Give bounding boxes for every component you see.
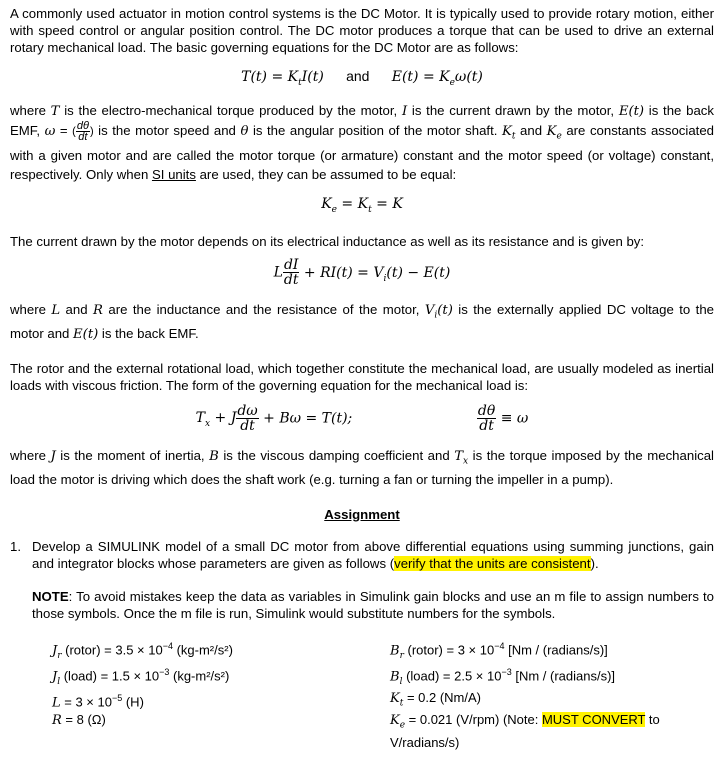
equation-torque-emf: $T(t) = K_tI(t)$ and $E(t) = K_e\omega(t)$ [241, 68, 483, 88]
highlight-must-convert: MUST CONVERT [541, 712, 646, 728]
mechanical-load-paragraph: The rotor and the external rotational load, which together constitute the mechanical load, are usually modeled as inertial loads with viscous friction. The form of the governing equation for the mechanical load is: [10, 360, 714, 393]
param-l: $L = 3 \times 10^{-5}$ (H) [52, 693, 144, 711]
param-kt: $K_t = 0.2$ (Nm/A) [390, 690, 482, 709]
note-paragraph: NOTE: To avoid mistakes keep the data as variables in Simulink gain blocks and use an m file to assign numbers to those symbols. Once the m file is run, Simulink would substitute numbers for the symbols. [32, 588, 714, 621]
equation-mechanical: $T_x + J$ $\frac{d\omega}{dt}$ + Bω = T(t); $\frac{d\theta}{dt}$ ≡ ω [195, 402, 529, 434]
param-ke: $K_e = 0.021$ (V/rpm) (Note: MUST CONVERT to V/radians/s) [390, 712, 660, 750]
param-bl: $B_l$ (load) = $2.5 \times 10^{-3}$ [Nm / (radians/s)] [390, 666, 616, 687]
current-paragraph: The current drawn by the motor depends on its electrical inductance as well as its resistance and is given by: [10, 234, 645, 250]
highlight-verify-units: verify that the units are consistent [394, 555, 591, 571]
param-jl: $J_l$ (load) = $1.5 \times 10^{-3}$ (kg-m²/s²) [52, 666, 230, 687]
parameter-list [32, 638, 714, 752]
parameter-column-right [376, 638, 714, 752]
assignment-item-1: 1. Develop a SIMULINK model of a small DC motor from above differential equations using summing junctions, gain and integrator blocks whose parameters are given as follows (verify that the units are consistent). NOTE: To avoid mistakes keep the data as variables in Simulink gain blocks and use an m file to assign numbers to those symbols. Once the m file is run, Simulink would substitute numbers for the symbols. $J_r$ (rotor) = $3.5 \times 10^{-4}$ (kg-m²/s²) $J_l$ (load) = $1.5 \times 10^{-3}$ (kg-m²/s²) $L = 3 \times 10^{-5}$ (H) R = 8 (Ω) $B_r$ (rotor) = $3 \times 10^{-4}$ [Nm / (radians/s)] $B_l$ (load) = $2.5 \times 10^{-3}$ [Nm / (radians/s)] $K_t = 0.2$ (Nm/A) $K_e = 0.021$ (V/rpm) (Note: MUST CONVERT to V/radians/s) [10, 538, 714, 750]
inductance-paragraph: where L and R are the inductance and the resistance of the motor, $V_i(t)$ is the externally applied DC voltage to the motor and E(t) is the back EMF. [10, 302, 715, 342]
equation-constants-equal: $K_e = K_t = K$ [321, 196, 403, 216]
omega-fraction: ( $\frac{d\theta}{dt}$ ) [72, 119, 94, 143]
definitions-paragraph: where T is the electro-mechanical torque produced by the motor, I is the current drawn by the motor, E(t) is the back EMF, ω = ( $\frac{d\theta}{dt}$ ) is the motor speed and θ is the angular position of the motor shaft. $K_t$ and $K_e$ are constants associated with a given motor and are called the motor torque (or armature) constant and the motor speed (or voltage) constant, respectively. Only when SI units are used, they can be assumed to be equal: [10, 102, 714, 183]
param-jr: $J_r$ (rotor) = $3.5 \times 10^{-4}$ (kg-m²/s²) [52, 640, 233, 661]
parameter-column-left [32, 638, 376, 752]
si-units-link: SI units [151, 167, 196, 183]
list-number: 1. [10, 538, 21, 554]
inertia-paragraph: where J is the moment of inertia, B is the viscous damping coefficient and $T_x$ is the torque imposed by the mechanical load the motor is driving which does the shaft work (e.g. turning a fan or turning the impeller in a pump). [10, 447, 714, 487]
intro-paragraph: A commonly used actuator in motion control systems is the DC Motor. It is typically used to provide rotary motion, either with speed control or angular position control. The DC motor produces a torque that can be used to drive an external rotary mechanical load. The basic governing equations for the DC Motor are as follows: [10, 6, 714, 55]
param-br: $B_r$ (rotor) = $3 \times 10^{-4}$ [Nm / (radians/s)] [390, 640, 608, 661]
assignment-title: Assignment [324, 506, 400, 522]
equation-electrical: L $\frac{dI}{dt}$ + $RI(t) = V_i(t) - E(t)$ [273, 257, 451, 289]
param-r: R = 8 (Ω) [52, 712, 106, 729]
document-page [10, 5, 714, 751]
